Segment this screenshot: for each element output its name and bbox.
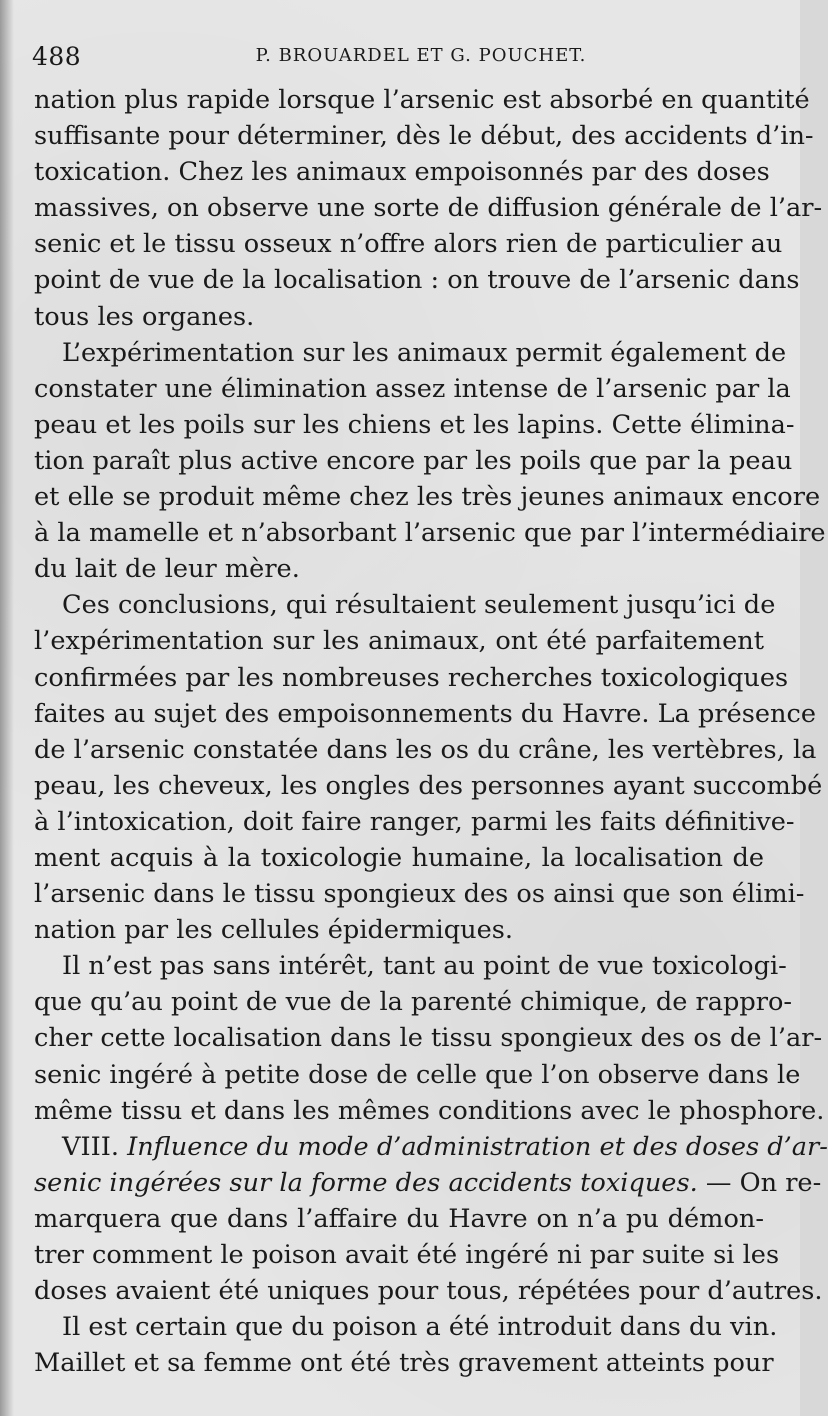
section-heading-line (34, 1129, 828, 1165)
paragraph (34, 587, 823, 948)
text-line: faites au sujet des empoisonnements du Havre. La présence (34, 698, 817, 729)
text-line: nation par les cellules épidermiques. (34, 915, 514, 946)
page-number: 488 (32, 42, 82, 71)
text-line: même tissu et dans les mêmes conditions avec le phosphore. (34, 1095, 825, 1126)
text-line: que qu’au point de vue de la parenté chimique, de rappro- (34, 987, 793, 1018)
text-line: confirmées par les nombreuses recherches toxicologiques (34, 662, 789, 693)
text-line: L’expérimentation sur les animaux permit également de (62, 337, 787, 368)
text-line: à la mamelle et n’absorbant l’arsenic que par l’intermédiaire (34, 518, 826, 549)
text-line: senic et le tissu osseux n’offre alors rien de particulier au (34, 229, 783, 260)
page-gutter-shadow (0, 0, 14, 1416)
text-line: peau et les poils sur les chiens et les lapins. Cette élimina- (34, 409, 795, 440)
text-line: de l’arsenic constatée dans les os du crâne, les vertèbres, la (34, 734, 817, 765)
text-line: toxication. Chez les animaux empoisonnés par des doses (34, 157, 770, 188)
text-line: senic ingérées sur la forme des accidents toxiques. — On re- (34, 1167, 822, 1198)
running-head: P. BROUARDEL ET G. POUCHET. (255, 45, 587, 66)
text-line: nation plus rapide lorsque l’arsenic est absorbé en quantité (34, 85, 810, 115)
text-line: trer comment le poison avait été ingéré ni par suite si les (34, 1240, 780, 1270)
body-text (34, 82, 828, 1381)
paragraph (34, 948, 825, 1128)
text-line: massives, on observe une sorte de diffusion générale de l’ar- (34, 193, 823, 224)
text-line: Il n’est pas sans intérêt, tant au point de vue toxicologi- (62, 951, 787, 982)
text-line: Il est certain que du poison a été introduit dans du vin. (62, 1312, 778, 1343)
text-line: point de vue de la localisation : on trouve de l’arsenic dans (34, 265, 800, 296)
text-line: du lait de leur mère. (34, 554, 300, 585)
section-number: VIII. (62, 1131, 119, 1162)
text-line: à l’intoxication, doit faire ranger, parmi les faits définitive- (34, 806, 795, 837)
text-line: l’expérimentation sur les animaux, ont été parfaitement (34, 626, 764, 657)
paragraph (34, 1309, 778, 1381)
page-header (32, 42, 770, 78)
section-paragraph (34, 1129, 828, 1309)
text-line: marquera que dans l’affaire du Havre on n’a pu démon- (34, 1203, 764, 1234)
text-line: l’arsenic dans le tissu spongieux des os ainsi que son élimi- (34, 879, 805, 910)
text-line: tous les organes. (34, 301, 255, 332)
text-line: doses avaient été uniques pour tous, répétées pour d’autres. (34, 1276, 823, 1307)
text-line: peau, les cheveux, les ongles des personnes ayant succombé (34, 770, 823, 801)
text-line: senic ingéré à petite dose de celle que l’on observe dans le (34, 1059, 801, 1090)
paragraph (34, 82, 823, 335)
text-line: constater une élimination assez intense de l’arsenic par la (34, 373, 791, 404)
section-title: Influence du mode d’administration et des doses d’ar- (127, 1131, 828, 1162)
text-line: Ces conclusions, qui résultaient seulement jusqu’ici de (62, 590, 776, 621)
paragraph (34, 335, 826, 588)
text-line: ment acquis à la toxicologie humaine, la localisation de (34, 842, 764, 873)
text-line: Maillet et sa femme ont été très gravement atteints pour (34, 1348, 774, 1379)
text-line: suffisante pour déterminer, dès le début, des accidents d’in- (34, 121, 814, 152)
text-line: cher cette localisation dans le tissu spongieux des os de l’ar- (34, 1023, 823, 1054)
text-line: tion paraît plus active encore par les poils que par la peau (34, 445, 793, 476)
text-line: et elle se produit même chez les très jeunes animaux encore (34, 482, 821, 513)
